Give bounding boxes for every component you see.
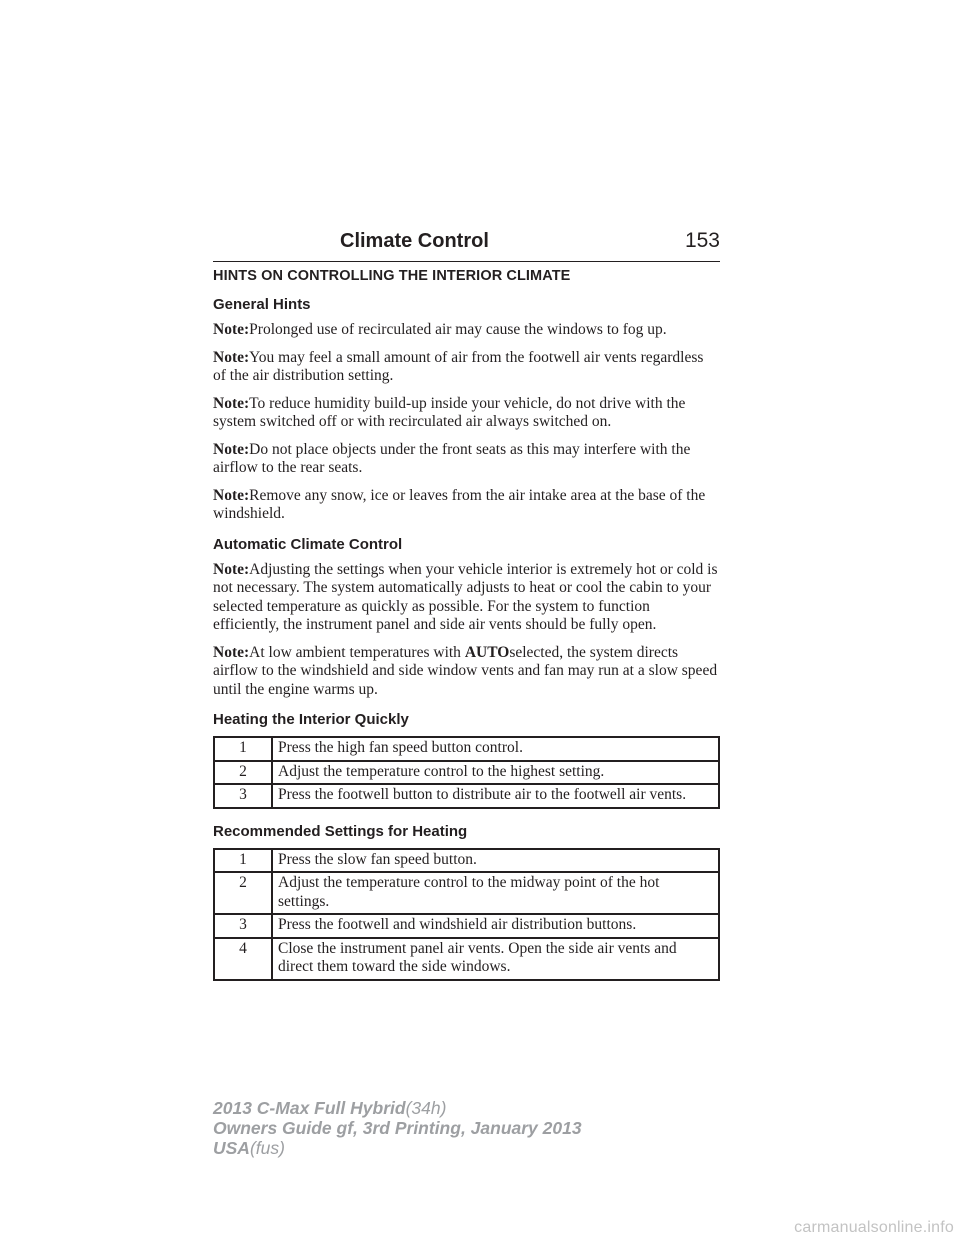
step-text: Press the footwell button to distribute air to the footwell air vents. — [272, 784, 719, 808]
table-row — [214, 761, 719, 785]
note-text: selected, the system directs airflow to the windshield and side window vents and fan may run at a slow speed until the engine warms up. — [213, 643, 718, 698]
note-text: At low ambient temperatures with — [249, 643, 465, 661]
footer-line — [213, 1138, 582, 1158]
table-row — [214, 938, 719, 980]
step-text: Close the instrument panel air vents. Open the side air vents and direct them toward the side windows. — [272, 938, 719, 980]
table-row — [214, 914, 719, 938]
note-paragraph — [213, 395, 720, 432]
step-number: 4 — [214, 938, 272, 980]
note-label: Note: — [213, 440, 250, 458]
section-title: Climate Control — [340, 230, 489, 252]
table-row — [214, 849, 719, 873]
note-label: Note: — [213, 321, 250, 338]
note-label: Note: — [213, 560, 250, 578]
note-label: Note: — [213, 348, 250, 366]
automatic-climate-heading: Automatic Climate Control — [213, 535, 403, 553]
footer-line — [213, 1118, 582, 1138]
note-paragraph — [213, 487, 720, 524]
step-text: Adjust the temperature control to the highest setting. — [272, 761, 719, 785]
note-paragraph — [213, 644, 720, 700]
note-text: To reduce humidity build-up inside your vehicle, do not drive with the system switched off or with recirculated air always switched on. — [213, 394, 686, 430]
footer-model-code: (34h) — [405, 1098, 447, 1118]
note-label: Note: — [213, 643, 250, 661]
heating-quickly-heading: Heating the Interior Quickly — [213, 711, 409, 728]
note-paragraph — [213, 561, 720, 635]
note-label: Note: — [213, 486, 250, 504]
document-footer — [213, 1098, 582, 1158]
main-heading: HINTS ON CONTROLLING THE INTERIOR CLIMATE — [213, 268, 571, 284]
auto-mode-label: AUTO — [464, 643, 510, 661]
site-watermark: carmanualsonline.info — [794, 1219, 954, 1236]
note-text: Do not place objects under the front seats as this may interfere with the airflow to the rear seats. — [213, 440, 691, 476]
general-hints-heading: General Hints — [213, 296, 311, 313]
footer-region: USA — [213, 1138, 250, 1158]
recommended-heating-table — [213, 848, 720, 981]
footer-line — [213, 1098, 582, 1118]
step-number: 1 — [214, 737, 272, 761]
step-text: Press the high fan speed button control. — [272, 737, 719, 761]
note-label: Note: — [213, 394, 250, 412]
footer-model: 2013 C-Max Full Hybrid — [213, 1098, 406, 1118]
page-content — [213, 268, 720, 995]
table-row — [214, 737, 719, 761]
recommended-heating-heading: Recommended Settings for Heating — [213, 822, 468, 840]
note-text: Remove any snow, ice or leaves from the air intake area at the base of the windshield. — [213, 486, 706, 522]
note-paragraph — [213, 321, 720, 340]
step-number: 3 — [214, 914, 272, 938]
note-text: Adjusting the settings when your vehicle interior is extremely hot or cold is not necessary. The system automatically adjusts to heat or cool the cabin to your selected temperature as quickly as possible. For the system to function efficiently, the instrument panel and side air vents should be fully open. — [213, 560, 718, 633]
note-text: You may feel a small amount of air from the footwell air vents regardless of the air distribution setting. — [213, 348, 704, 384]
step-number: 2 — [214, 872, 272, 914]
page-number: 153 — [684, 229, 720, 252]
heating-quickly-table — [213, 736, 720, 809]
step-number: 1 — [214, 849, 272, 873]
step-text: Press the footwell and windshield air distribution buttons. — [272, 914, 719, 938]
page-header — [213, 228, 720, 262]
footer-region-code: (fus) — [249, 1138, 285, 1158]
step-number: 3 — [214, 784, 272, 808]
table-row — [214, 784, 719, 808]
note-paragraph — [213, 349, 720, 386]
step-number: 2 — [214, 761, 272, 785]
step-text: Press the slow fan speed button. — [272, 849, 719, 873]
step-text: Adjust the temperature control to the midway point of the hot settings. — [272, 872, 719, 914]
note-text: Prolonged use of recirculated air may cause the windows to fog up. — [249, 321, 667, 338]
note-paragraph — [213, 441, 720, 478]
footer-printing: Owners Guide gf, 3rd Printing, January 2013 — [213, 1118, 582, 1138]
table-row — [214, 872, 719, 914]
